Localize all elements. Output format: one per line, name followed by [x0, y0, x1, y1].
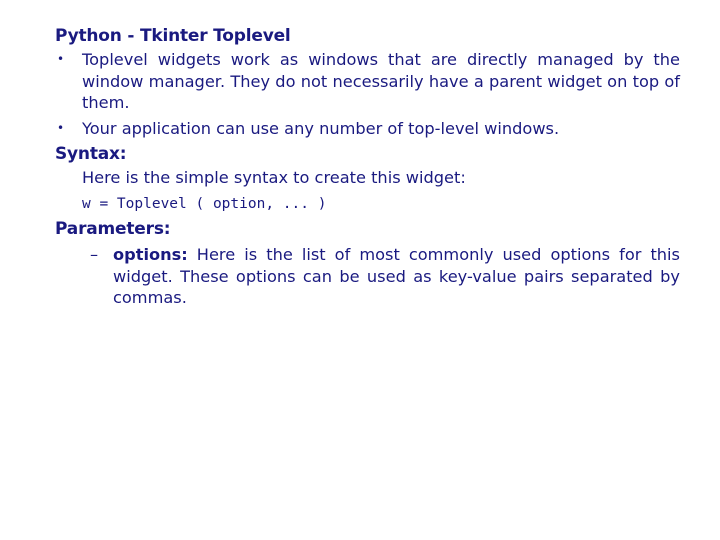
parameter-item-options: [55, 244, 680, 309]
bullet-text: Your application can use any number of top-level windows.: [82, 118, 560, 138]
parameter-term: options:: [113, 245, 188, 264]
syntax-code: w = Toplevel ( option, ... ): [82, 196, 327, 212]
parameters-heading: Parameters:: [55, 219, 171, 239]
bullet-icon: •: [57, 52, 65, 66]
syntax-description: Here is the simple syntax to create this widget:: [82, 168, 466, 187]
syntax-heading: Syntax:: [55, 144, 127, 164]
slide-title: Python - Tkinter Toplevel: [55, 26, 291, 46]
bullet-list: [55, 49, 680, 139]
bullet-item: [55, 49, 680, 114]
bullet-item: [55, 118, 680, 140]
slide: [55, 25, 680, 309]
bullet-icon: •: [57, 120, 65, 135]
parameter-description: Here is the list of most commonly used options for this widget. These options can be used as key-value pairs separated by commas.: [113, 245, 680, 307]
dash-icon: –: [90, 245, 99, 264]
bullet-text: Toplevel widgets work as windows that are directly managed by the window manager. They do not necessarily have a parent widget on top of them.: [82, 50, 680, 112]
